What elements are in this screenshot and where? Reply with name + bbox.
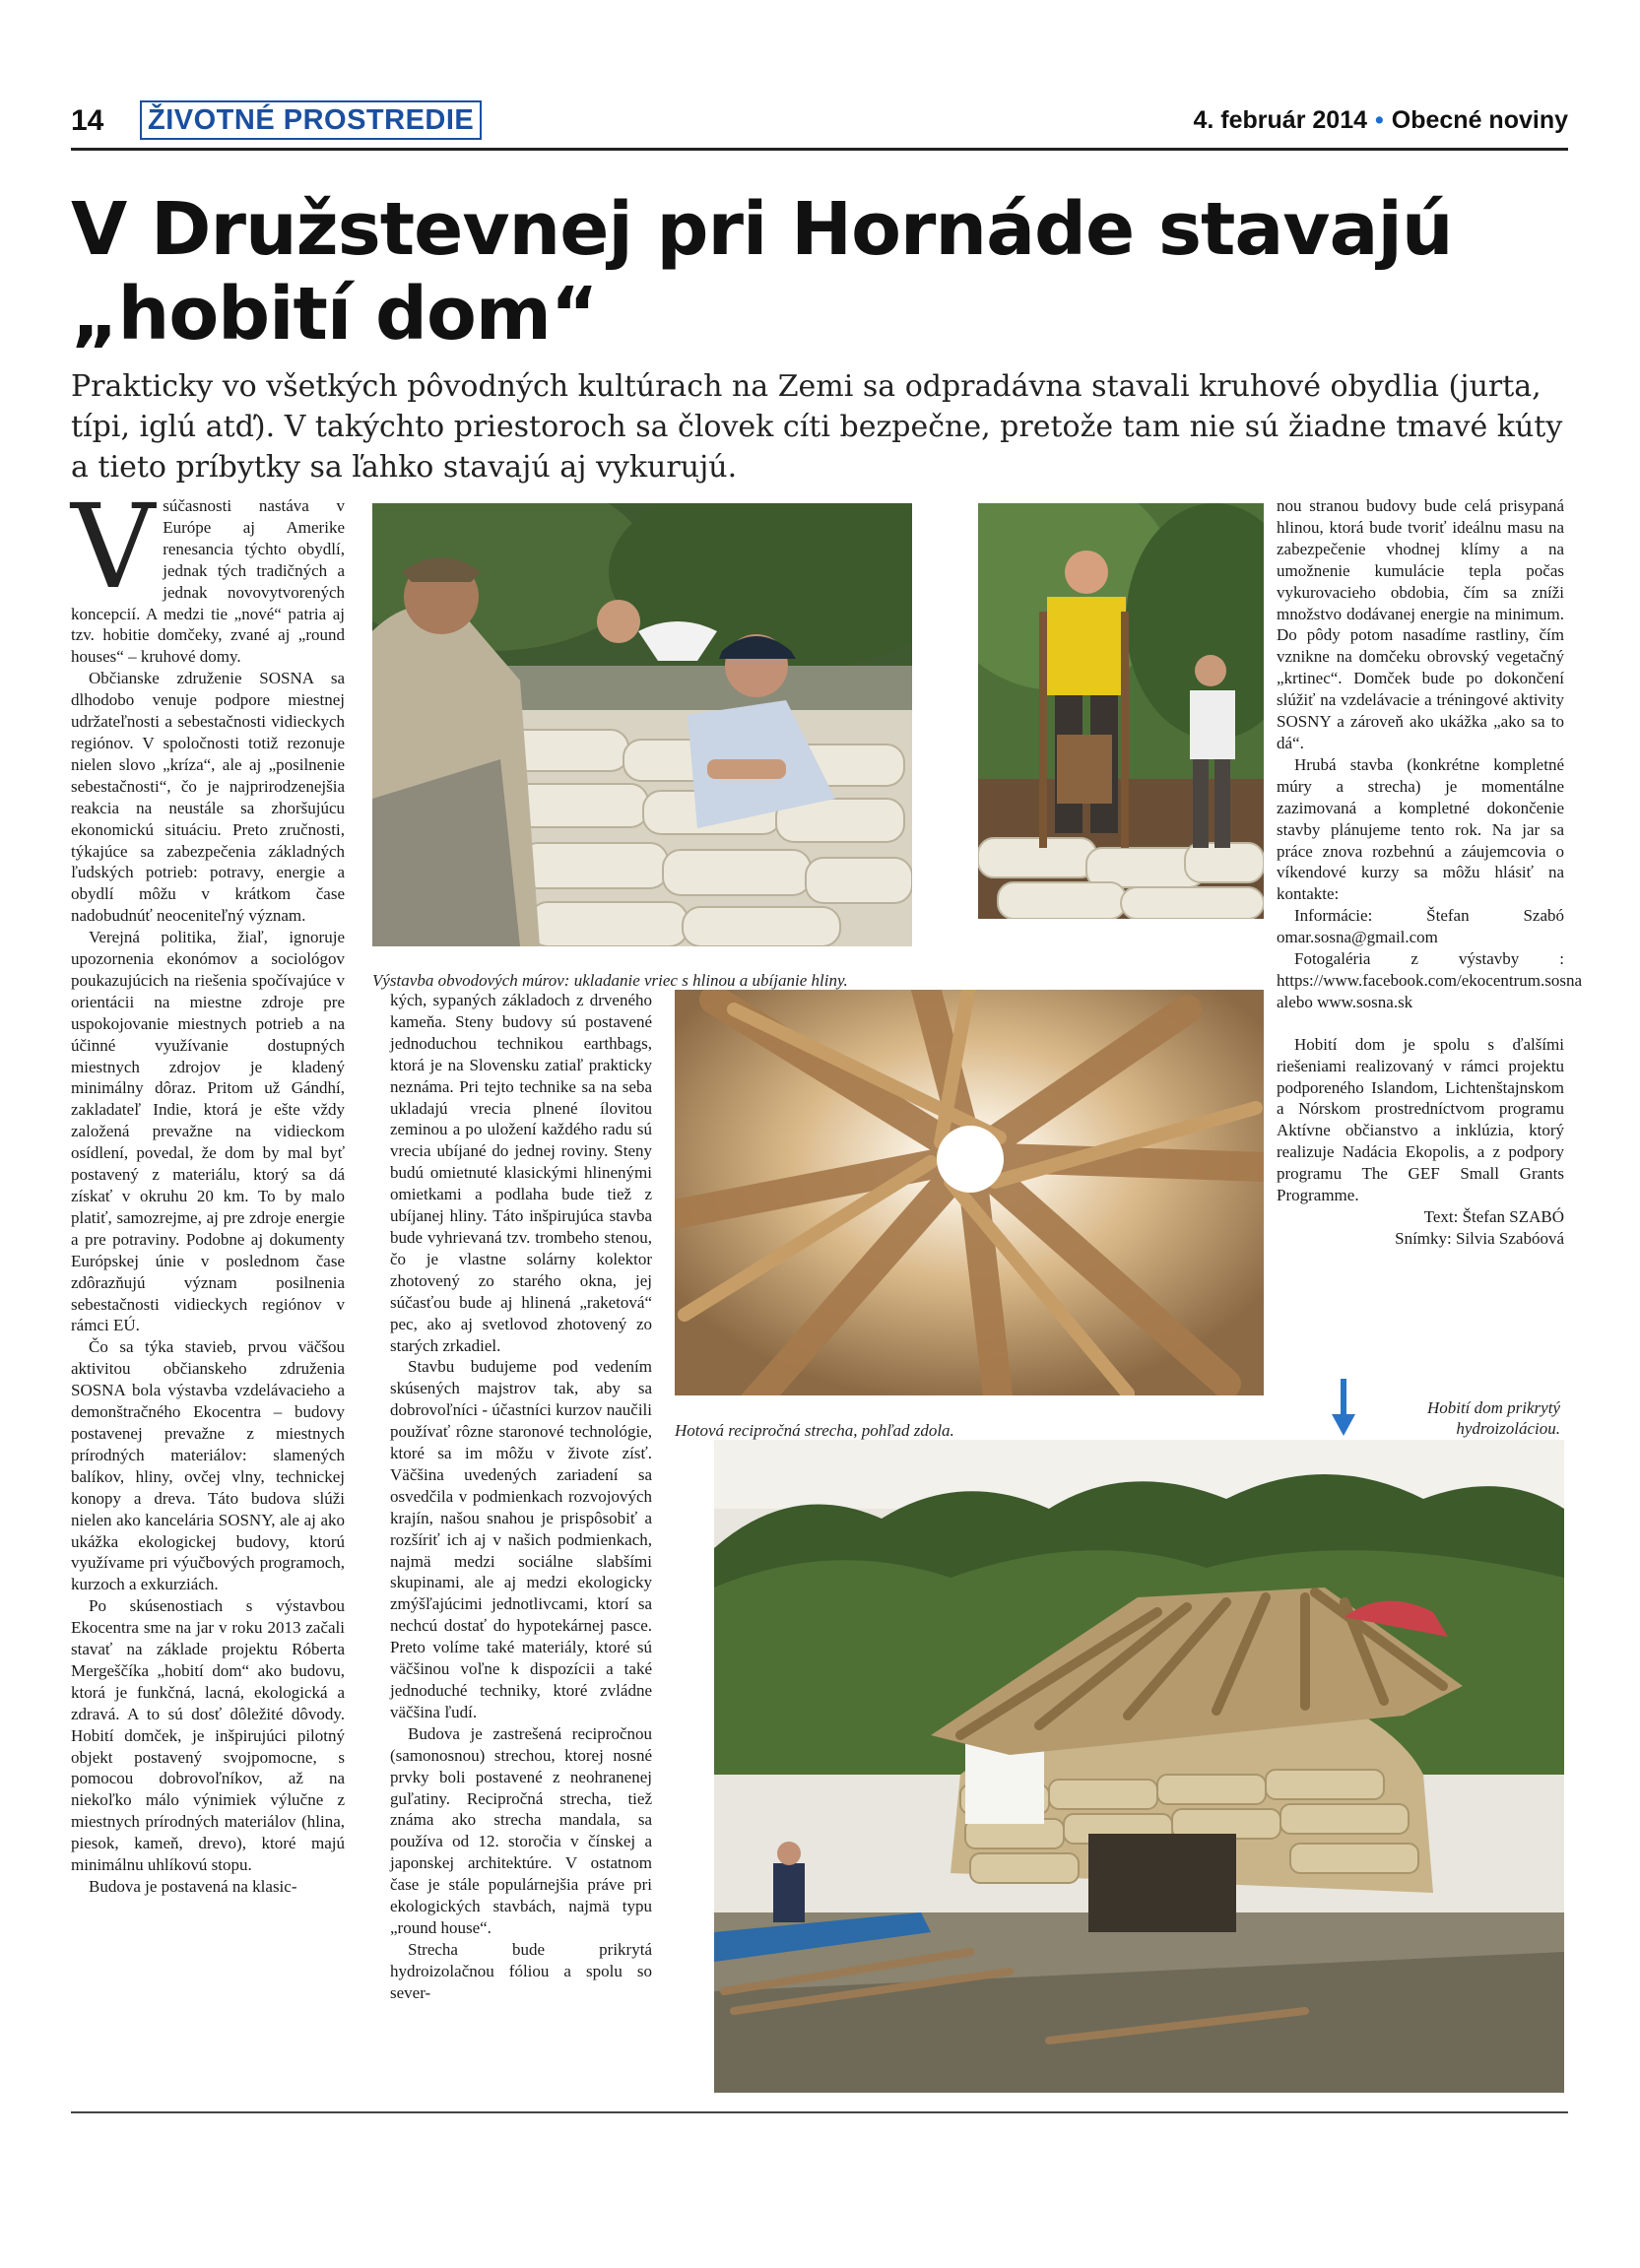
caption-photo-3: Hotová recipročná strecha, pohľad zdola. bbox=[675, 1421, 954, 1440]
section-label: ŽIVOTNÉ PROSTREDIE bbox=[140, 100, 482, 140]
article-column-4 bbox=[1277, 495, 1583, 1250]
credit-text: Text: Štefan SZABÓ bbox=[1423, 1207, 1564, 1226]
bullet-icon: • bbox=[1375, 106, 1384, 134]
paragraph: kých, sypaných základoch z drveného kameňa. Steny budovy sú postavené jednoduchou technikou earthbags, ktorá je na Slovensku zatiaľ prakticky neznáma. Pri tejto technike sa na seba ukladajú vrecia plnené ílovitou zeminou a po uložení každého radu sú vrecia ubíjané do jednej roviny. Steny budú omietnuté klasickými hlinenými omietkami a podlaha bude tiež z ubíjanej hliny. Táto inšpirujúca stavba bude vyhrievaná tzv. trombeho stenou, čo je vlastne solárny kolektor zhotovený zo starého okna, jej súčasťou bude aj hlinená „raketová“ pec, ako aj svetlovod zhotovený zo starých zrkadiel. bbox=[390, 991, 652, 1355]
article-column-1 bbox=[71, 479, 345, 1898]
paragraph: Čo sa týka stavieb, prvou väčšou aktivitou občianskeho združenia SOSNA bola výstavba vzdelávacieho a demonštračného Ekocentra – budovy postavenej prevažne z miestnych prírodných materiálov: slamených balíkov, hliny, ovčej vlny, technickej konopy a dreva. Táto budova slúži nielen ako kancelária SOSNY, ale aj ako ukážka ekologickej budovy, ktorú využívame pri výučbových programoch, kurzoch a exkurziách. bbox=[71, 1337, 345, 1594]
issue-date: 4. február 2014 bbox=[1193, 106, 1368, 134]
photo-earth-ramming bbox=[978, 503, 1264, 919]
caption-photo-1: Výstavba obvodových múrov: ukladanie vriec s hlinou a ubíjanie hliny. bbox=[372, 971, 848, 990]
paragraph: Budova je zastrešená recipročnou (samonosnou) strechou, ktorej nosné prvky boli postavené z neohranenej guľatiny. Recipročná strecha, tiež známa ako strecha mandala, sa používa od 12. storočia v čínskej a japonskej architektúre. V ostatnom čase je stále populárnejšia práve pri ekologických stavbách, najmä typu „round house“. bbox=[390, 1723, 652, 1937]
paragraph: Po skúsenostiach s výstavbou Ekocentra sme na jar v roku 2013 začali stavať na základe projektu Róberta Mergeščíka „hobití dom“ ako budovu, ktorá je funkčná, lacná, ekologická a zdravá. A to sú dosť dôležité dôvody. Hobití domček, je inšpirujúci pilotný objekt postavený svojpomocne, s pomocou dobrovoľníkov, až na niekoľko málo výnimiek výlučne z miestnych prírodných materiálov (hlina, piesok, kameň, drevo), ktoré majú minimálnu uhlíkovú stopu. bbox=[71, 1596, 345, 1875]
paragraph: Stavbu budujeme pod vedením skúsených majstrov tak, aby sa dobrovoľníci - účastníci kurzov naučili používať rôzne staronové technológie, ktoré sa im môžu v živote zísť. Väčšina uvedených zariadení sa osvedčila v podmienkach rozvojových krajín, našou snahou je prispôsobiť a rozšíriť ich aj v našich podmienkach, najmä medzi sociálne slabšími skupinami, ale aj medzi ekologicky zmýšľajúcimi jednotlivcami, ktorí sa nechcú dostať do hypotekárnej pasce. Preto volíme také materiály, ktoré sú väčšinou voľne k dispozícii a také jednoduché techniky, ktoré zvládne väčšina ľudí. bbox=[390, 1357, 652, 1721]
headline-line-1: V Družstevnej pri Hornáde stavajú bbox=[71, 187, 1453, 272]
paragraph: Verejná politika, žiaľ, ignoruje upozornenia ekonómov a sociológov poukazujúcich na riešenia spočívajúce v orientácii na miestne zdroje pre uspokojovanie miestnych potrieb a na účinné využívanie dostupných miestnych zdrojov je kladený minimálny dôraz. Pritom už Gándhí, zakladateľ Indie, ktorá je ešte vždy založená prevažne na vidieckom osídlení, povedal, že dom by mal byť postavený z materiálu, ktorý sa dá získať v okruhu 20 km. To by malo platiť, samozrejme, aj pre zdroje energie a pre potraviny. Podobne aj dokumenty Európskej únie v poslednom čase zdôrazňujú význam posilnenia sebestačnosti vidieckych regiónov v rámci EÚ. bbox=[71, 928, 345, 1335]
article-headline bbox=[71, 187, 1548, 356]
publication-name: Obecné noviny bbox=[1391, 106, 1568, 134]
header-rule bbox=[71, 148, 1568, 151]
issue-info bbox=[1194, 106, 1568, 135]
page-header bbox=[71, 98, 1568, 148]
paragraph: Budova je postavená na klasic- bbox=[89, 1877, 297, 1896]
photo-wall-construction bbox=[372, 503, 912, 946]
footer-rule bbox=[71, 2111, 1568, 2113]
photo-hobbit-house bbox=[714, 1440, 1564, 2093]
paragraph: Vsúčasnosti nastáva v Európe aj Amerike renesancia týchto obydlí, jednak tých tradičných a jednak novovytvorených koncepcií. A medzi tie „nové“ patria aj tzv. hobitie domčeky, zvané aj „round houses“ – kruhové domy. bbox=[71, 479, 345, 667]
photo-reciprocal-roof bbox=[675, 990, 1264, 1395]
article-lede: Prakticky vo všetkých pôvodných kultúrach na Zemi sa odpradávna stavali kruhové obydlia (jurta, típi, iglú atď). V takýchto priestoroch sa človek cíti bezpečne, pretože tam nie sú žiadne tmavé kúty a tieto príbytky sa ľahko stavajú aj vykurujú. bbox=[71, 369, 1563, 485]
paragraph: Hrubá stavba (konkrétne kompletné múry a strecha) je momentálne zazimovaná a kompletné dokončenie stavby plánujeme tento rok. Na jar sa práce znova rozbehnú a záujemcovia o víkendové kurzy sa môžu hlásiť na kontakte: bbox=[1277, 754, 1564, 904]
article-column-2 bbox=[390, 990, 652, 2004]
support-info: Hobití dom je spolu s ďalšími riešeniami realizovaný v rámci projektu podporeného Islandom, Lichtenštajnskom a Nórskom prostredníctvom programu Aktívne občianstvo a inklúzia, ktorý realizuje Nadácia Ekopolis, a z podpory programu The GEF Small Grants Programme. bbox=[1277, 1034, 1564, 1205]
credit-photos: Snímky: Silvia Szabóová bbox=[1395, 1228, 1564, 1248]
headline-line-2: „hobití dom“ bbox=[71, 272, 598, 356]
contact-info: Informácie: Štefan Szabó omar.sosna@gmail.com bbox=[1277, 906, 1564, 947]
paragraph: Občianske združenie SOSNA sa dlhodobo venuje podpore miestnej udržateľnosti a sebestačnosti vidieckych regiónov. V spoločnosti totiž rezonuje nielen slovo „kríza“, ale aj „posilnenie sebestačnosti“, čo je najprirodzenejšia reakcia na neustále sa zhoršujúcu ekonomickú situáciu. Preto zručnosti, týkajúce sa zabezpečenia základných ľudských potrieb: potravy, energie a obydlí môžu v krátkom čase nadobudnúť neoceniteľný význam. bbox=[71, 669, 345, 926]
paragraph: nou stranou budovy bude celá prisypaná hlinou, ktorá bude tvoriť ideálnu masu na zabezpečenie vhodnej klímy a na umožnenie kumulácie tepla počas vykurovacieho obdobia, čím sa zníži množstvo dodávanej energie na minimum. Do pôdy potom nasadíme rastliny, čím vznikne na domčeku obrovský vegetačný „krtinec“. Domček bude po dokončení slúžiť na vzdelávacie a tréningové aktivity SOSNY a zároveň ako ukážka „ako sa to dá“. bbox=[1277, 496, 1564, 752]
drop-cap: V bbox=[71, 479, 156, 615]
page-number: 14 bbox=[71, 104, 104, 137]
gallery-info: Fotogaléria z výstavby : https://www.facebook.com/ekocentrum.sosna alebo www.sosna.sk bbox=[1277, 949, 1583, 1011]
paragraph: Strecha bude prikrytá hydroizolačnou fóliou a spolu so sever- bbox=[390, 1939, 652, 2002]
caption-photo-4: Hobití dom prikrytý hydroizoláciou. bbox=[1426, 1398, 1560, 1438]
